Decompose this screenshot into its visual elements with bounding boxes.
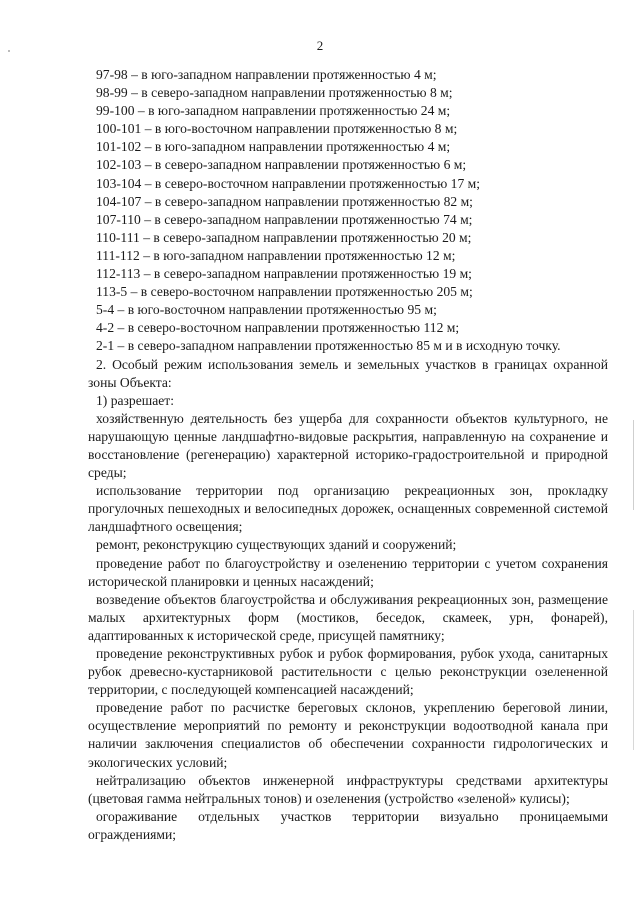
permitted-item: ремонт, реконструкцию существующих зданий и сооружений; [96, 537, 457, 553]
segment-list [88, 66, 608, 356]
list-item: 5-4 – в юго-восточном направлении протяженностью 95 м; [96, 302, 437, 318]
permitted-item: использование территории под организацию рекреационных зон, прокладку прогулочных пешеходных и велосипедных дорожек, оснащенных современной системой ландшафтного освещения; [88, 483, 608, 535]
permitted-item: проведение работ по благоустройству и озеленению территории с учетом сохранения исторической планировки и ценных насаждений; [88, 555, 608, 589]
scan-artifact [633, 420, 634, 510]
list-item: 111-112 – в юго-западном направлении протяженностью 12 м; [96, 247, 456, 263]
list-item: 102-103 – в северо-западном направлении протяженностью 6 м; [96, 157, 467, 173]
permitted-item: хозяйственную деятельность без ущерба для сохранности объектов культурного, не нарушающую ценные ландшафтно-видовые раскрытия, направленную на сохранение и восстановление (регенерацию) характерной историко-градостроительной и природной среды; [88, 410, 608, 481]
permitted-list [88, 410, 608, 844]
list-item: 100-101 – в юго-восточном направлении протяженностью 8 м; [96, 121, 458, 137]
permitted-item: проведение работ по расчистке береговых склонов, укреплению береговой линии, осуществление мероприятий по ремонту и реконструкции водоотводной канала при наличии заключения специалистов об обеспечении сохранности гидрологических и экологических условий; [88, 700, 608, 770]
permitted-item: нейтрализацию объектов инженерной инфраструктуры средствами архитектуры (цветовая гамма нейтральных тонов) и озеленения (устройство «зеленой» кулисы); [88, 772, 608, 806]
page-number: 2 [316, 38, 324, 53]
permitted-item: возведение объектов благоустройства и обслуживания рекреационных зон, размещение малых архитектурных форм (мостиков, беседок, скамеек, урн, фонарей), адаптированных к исторической среде, присущей памятнику; [88, 591, 608, 643]
list-item: 2-1 – в северо-западном направлении протяженностью 85 м и в исходную точку. [96, 338, 561, 354]
list-item: 107-110 – в северо-западном направлении протяженностью 74 м; [96, 211, 473, 227]
section-heading: 2. Особый режим использования земель и земельных участков в границах охранной зоны Объекта: [88, 356, 608, 390]
list-item: 98-99 – в северо-западном направлении протяженностью 8 м; [96, 85, 453, 101]
list-item: 112-113 – в северо-западном направлении протяженностью 19 м; [96, 266, 472, 282]
list-item: 104-107 – в северо-западном направлении протяженностью 82 м; [96, 193, 473, 209]
permitted-item: огораживание отдельных участков территории визуально проницаемыми ограждениями; [88, 808, 608, 842]
scan-artifact [633, 610, 634, 750]
sub-heading: 1) разрешает: [96, 392, 175, 408]
list-item: 4-2 – в северо-восточном направлении протяженностью 112 м; [96, 320, 460, 336]
list-item: 97-98 – в юго-западном направлении протяженностью 4 м; [96, 67, 437, 82]
list-item: 103-104 – в северо-восточном направлении протяженностью 17 м; [96, 175, 481, 191]
list-item: 99-100 – в юго-западном направлении протяженностью 24 м; [96, 103, 451, 119]
list-item: 101-102 – в юго-западном направлении протяженностью 4 м; [96, 139, 451, 155]
list-item: 113-5 – в северо-восточном направлении протяженностью 205 м; [96, 284, 473, 300]
list-item: 110-111 – в северо-западном направлении протяженностью 20 м; [96, 229, 472, 245]
document-body [88, 66, 608, 844]
permitted-item: проведение реконструктивных рубок и рубок формирования, рубок ухода, санитарных рубок древесно-кустарниковой растительности с целью реконструкции озелененной территории, с последующей компенсацией насаждений; [88, 646, 608, 698]
